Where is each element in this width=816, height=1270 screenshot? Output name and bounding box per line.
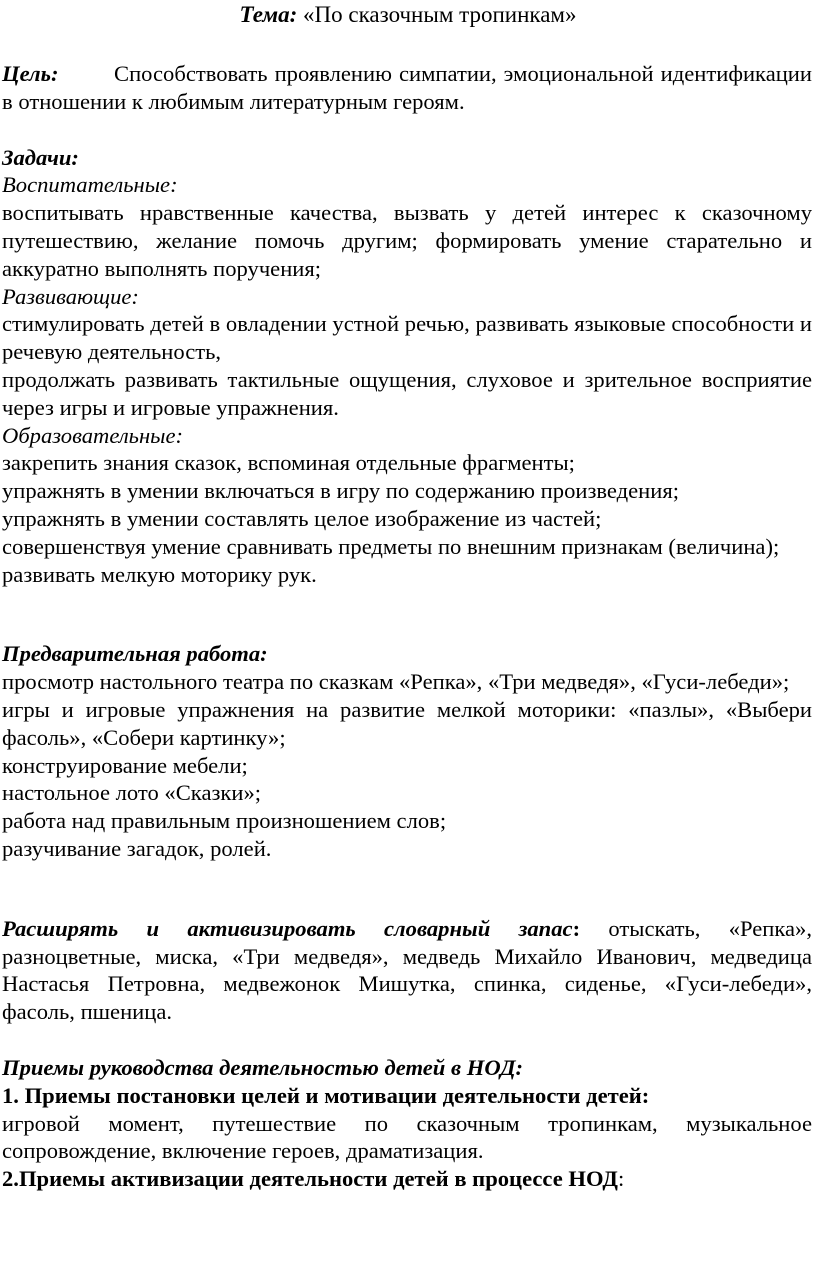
title-text: «По сказочным тропинкам»	[297, 2, 577, 27]
preliminary-item: настольное лото «Сказки»;	[2, 780, 262, 806]
methods-section2-colon: :	[617, 1166, 625, 1192]
vocabulary-colon: :	[572, 915, 581, 941]
document-body	[2, 60, 812, 1193]
vocabulary-heading: Расширять и активизировать словарный запас	[2, 915, 573, 941]
methods-section1-text: игровой момент, путешествие по сказочным тропинкам, музыкальное сопровождение, включение героев, драматизация.	[2, 1110, 812, 1164]
educational-item: развивать мелкую моторику рук.	[2, 561, 317, 587]
page-title	[0, 0, 816, 30]
methods-section2-heading: 2.Приемы активизации деятельности детей в процессе НОД	[2, 1166, 618, 1192]
goal-label: Цель:	[2, 61, 59, 86]
upbringing-label: Воспитательные:	[2, 172, 178, 198]
preliminary-item: игры и игровые упражнения на развитие мелкой моторики: «пазлы», «Выбери фасоль», «Собери картинку»;	[2, 696, 812, 750]
developing-label: Развивающие:	[2, 283, 139, 309]
preliminary-item: просмотр настольного театра по сказкам «Репка», «Три медведя», «Гуси-лебеди»;	[2, 669, 790, 695]
preliminary-item: разучивание загадок, ролей.	[2, 835, 272, 861]
educational-item: упражнять в умении составлять целое изображение из частей;	[2, 505, 602, 531]
goal-paragraph	[2, 60, 812, 116]
goal-text: Способствовать проявлению симпатии, эмоциональной идентификации в отношении к любимым литературным героям.	[2, 61, 812, 114]
educational-item: упражнять в умении включаться в игру по содержанию произведения;	[2, 478, 680, 504]
educational-label: Образовательные:	[2, 422, 184, 448]
vocabulary-text: отыскать, «Репка», разноцветные, миска, «Три медведя», медведь Михайло Иванович, медведица Настасья Петровна, медвежонок Мишутка, спинка, сиденье, «Гуси-лебеди», фасоль, пшеница.	[2, 915, 812, 1025]
methods-section1-heading: 1. Приемы постановки целей и мотивации деятельности детей:	[2, 1082, 650, 1108]
methods-section2-paragraph	[2, 1165, 812, 1193]
preliminary-item: работа над правильным произношением слов;	[2, 808, 447, 834]
preliminary-item: конструирование мебели;	[2, 752, 248, 778]
methods-heading: Приемы руководства деятельностью детей в НОД:	[2, 1054, 524, 1080]
tasks-heading: Задачи:	[2, 144, 79, 170]
developing-item: продолжать развивать тактильные ощущения, слуховое и зрительное восприятие через игры и игровые упражнения.	[2, 366, 812, 420]
upbringing-text: воспитывать нравственные качества, вызвать у детей интерес к сказочному путешествию, желание помочь другим; формировать умение старательно и аккуратно выполнять поручения;	[2, 200, 812, 281]
educational-item: совершенствуя умение сравнивать предметы по внешним признакам (величина);	[2, 533, 780, 559]
developing-item: стимулировать детей в овладении устной речью, развивать языковые способности и речевую деятельность,	[2, 311, 812, 365]
preliminary-heading: Предварительная работа:	[2, 641, 268, 667]
title-label: Тема:	[239, 2, 298, 27]
educational-item: закрепить знания сказок, вспоминая отдельные фрагменты;	[2, 450, 575, 476]
vocabulary-paragraph	[2, 915, 812, 1026]
